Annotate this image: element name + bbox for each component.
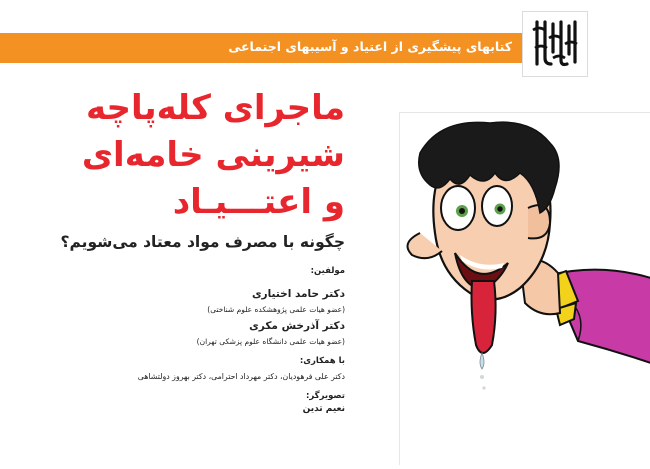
collaborators-names: دکتر علی فرهودیان، دکتر مهرداد احترامی، دکتر بهروز دولتشاهی [137,372,345,381]
author-affiliation: (عضو هیات علمی پژوهشکده علوم شناختی) [207,305,345,314]
title-line-2: شیرینی خامه‌ای [81,135,345,175]
title-line-3: و اعتـــیـاد [172,182,345,222]
cover-illustration [399,112,650,465]
book-subtitle: چگونه با مصرف مواد معتاد می‌شویم؟ [60,233,345,251]
collaborators-label: با همکاری: [299,356,345,366]
author-name: دکتر حامد اختیاری [251,288,345,300]
illustrator-name: نعیم تدین [302,404,345,414]
series-banner [0,33,540,63]
publisher-logo [522,11,588,77]
author-affiliation: (عضو هیات علمی دانشگاه علوم پزشکی تهران) [196,337,345,346]
author-name: دکتر آذرخش مکری [249,320,345,332]
authors-label: مولفین: [310,266,345,276]
title-line-1: ماجرای کله‌پاچه [85,88,345,128]
cartoon-face-illustration [400,113,650,465]
publisher-logo-icon [523,12,587,76]
book-title [25,85,345,226]
illustrator-label: تصویرگر: [305,391,345,401]
series-title: کتابهای پیشگیری از اعتیاد و آسیبهای اجتماعی [228,39,512,54]
